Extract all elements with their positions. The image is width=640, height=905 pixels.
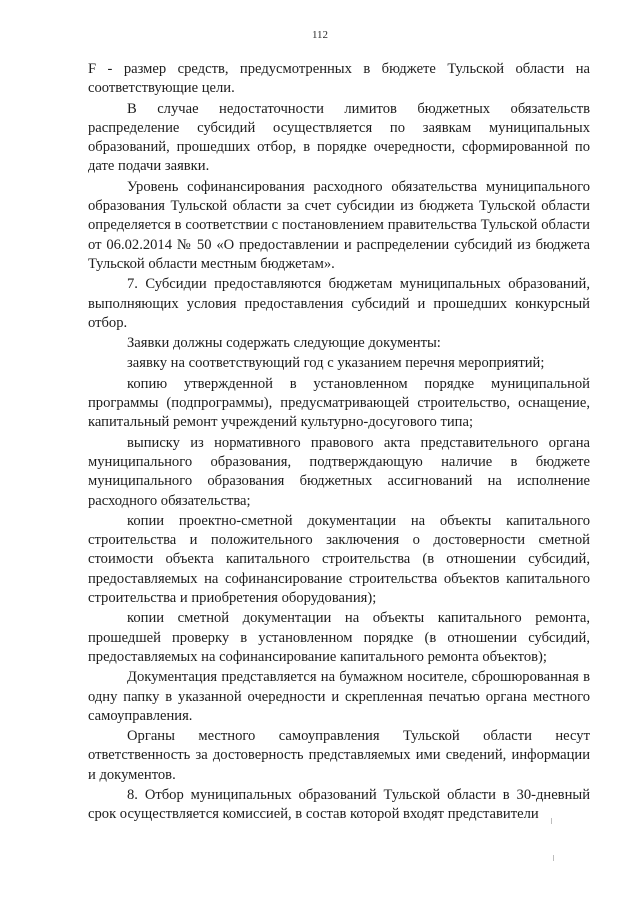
document-body — [88, 59, 590, 825]
paragraph-insufficient-limits: В случае недостаточности лимитов бюджетных обязательств распределение субсидий осуществляется по заявкам муниципальных образований, прошедших отбор, в порядке очередности, сформированной по дате подачи заявки. — [88, 100, 590, 175]
paragraph-cofinancing-level: Уровень софинансирования расходного обязательства муниципального образования Тульской области за счет субсидии из бюджета Тульской области определяется в соответствии с постановлением правительства Тульской области от 06.02.2014 № 50 «О предоставлении и распределении субсидий из бюджета Тульской области местным бюджетам». — [88, 178, 590, 272]
scan-speck — [551, 818, 552, 824]
list-item-application: заявку на соответствующий год с указанием перечня мероприятий; — [127, 355, 545, 372]
paragraph-required-documents: Заявки должны содержать следующие документы: — [127, 335, 441, 352]
scan-speck — [553, 855, 554, 861]
paragraph-responsibility: Органы местного самоуправления Тульской области несут ответственность за достоверность представляемых ими сведений, информации и документов. — [88, 728, 590, 783]
paragraph-documentation-format: Документация представляется на бумажном носителе, сброшюрованная в одну папку в указанной очередности и скрепленная печатью органа местного самоуправления. — [88, 669, 590, 724]
paragraph-f-definition: F - размер средств, предусмотренных в бюджете Тульской области на соответствующие цели. — [88, 61, 590, 97]
paragraph-item-7: 7. Субсидии предоставляются бюджетам муниципальных образований, выполняющих условия предоставления субсидий и прошедших конкурсный отбор. — [88, 276, 590, 331]
paragraph-item-8: 8. Отбор муниципальных образований Тульской области в 30-дневный срок осуществляется комиссией, в состав которой входят представители — [88, 786, 590, 823]
list-item-program-copy: копию утвержденной в установленном порядке муниципальной программы (подпрограммы), предусматривающей строительство, оснащение, капитальный ремонт учреждений культурно-досугового типа; — [88, 375, 590, 431]
list-item-design-estimates: копии проектно-сметной документации на объекты капитального строительства и положительного заключения о достоверности сметной стоимости объекта капитального строительства (в отношении субсидий, предоставляемых на софинансирование строительства объектов капитального строительства и приобретения оборудования); — [88, 512, 590, 607]
list-item-repair-estimates: копии сметной документации на объекты капитального ремонта, прошедшей проверку в установленном порядке (в отношении субсидий, предоставляемых на софинансирование капитального ремонта объектов); — [88, 610, 590, 665]
page-number: 112 — [311, 29, 329, 41]
list-item-budget-extract: выписку из нормативного правового акта представительного органа муниципального образования, подтверждающую наличие в бюджете муниципального образования бюджетных ассигнований на исполнение расходного обязательства; — [88, 434, 590, 509]
